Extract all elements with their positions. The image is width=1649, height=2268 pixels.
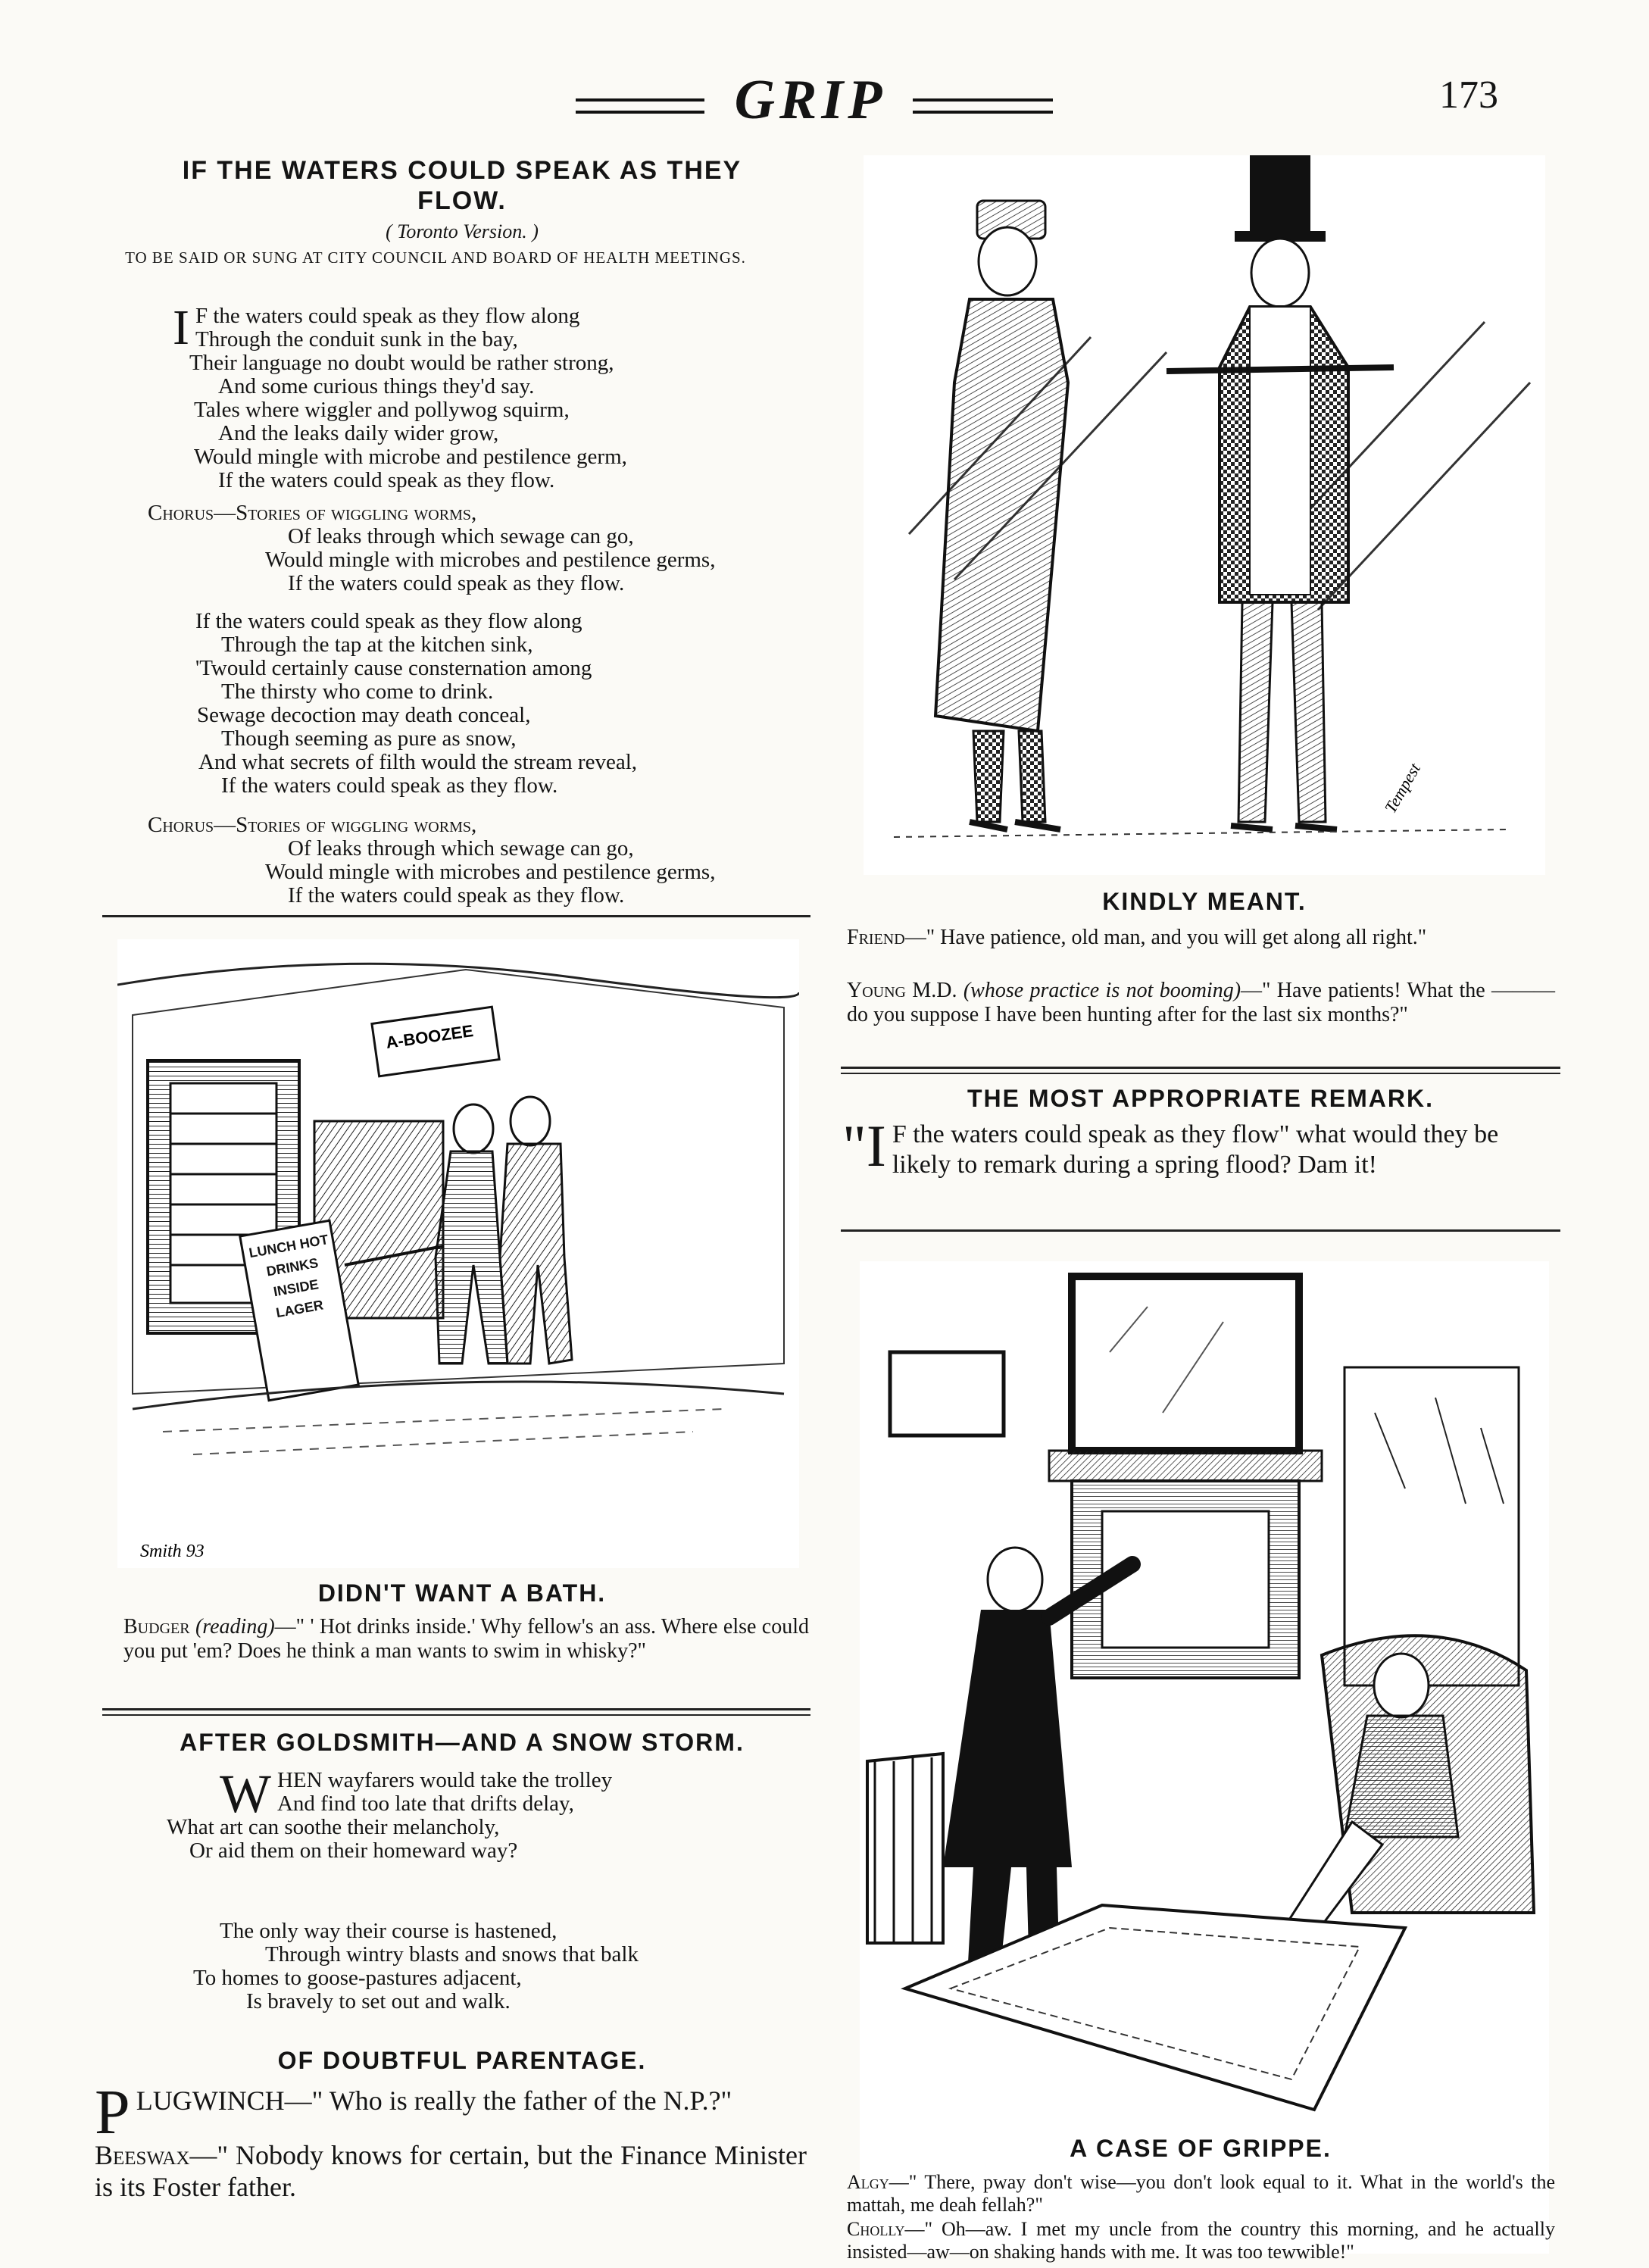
waters-poem-title: IF THE WATERS COULD SPEAK AS THEY FLOW.	[182, 156, 742, 215]
lunch-sign-text: LUNCH HOT DRINKS INSIDE LAGER	[248, 1232, 329, 1321]
parentage-title: OF DOUBTFUL PARENTAGE.	[277, 2047, 647, 2074]
poem-line: Sewage decoction may death conceal,	[197, 703, 531, 727]
waters-stanza-2	[195, 610, 847, 798]
section-rule	[841, 1067, 1560, 1074]
poem-line: And the leaks daily wider grow,	[218, 421, 499, 445]
two-gentlemen-engraving	[864, 155, 1545, 875]
poem-line: Or aid them on their homeward way?	[189, 1838, 518, 1863]
goldsmith-title: AFTER GOLDSMITH—AND A SNOW STORM.	[180, 1729, 745, 1756]
grippe-caption-2	[847, 2218, 1555, 2263]
poem-line: Through the tap at the kitchen sink,	[221, 633, 533, 657]
poem-line: Would mingle with microbe and pestilence germ,	[194, 445, 627, 469]
masthead-rule-left	[576, 98, 704, 114]
poem-line: Their language no doubt would be rather strong,	[189, 351, 614, 375]
kindly-caption-1	[847, 926, 1555, 950]
poem-line: Would mingle with microbes and pestilence germs,	[265, 860, 716, 884]
speaker-name: Budger	[123, 1615, 190, 1639]
saloon-engraving	[117, 939, 799, 1568]
poem-line: Is bravely to set out and walk.	[246, 1989, 511, 2013]
stage-direction: (whose practice is not booming)	[963, 979, 1241, 1002]
stage-direction: (reading)	[195, 1615, 275, 1639]
plugwinch-line: LUGWINCH—" Who is really the father of the N.P.?"	[136, 2085, 732, 2116]
waters-chorus-1	[148, 501, 829, 595]
waters-chorus-2	[148, 814, 829, 908]
poem-line: If the waters could speak as they flow.	[288, 571, 625, 595]
grippe-illustration	[860, 1261, 1549, 2125]
bath-title: DIDN'T WANT A BATH.	[317, 1579, 607, 1607]
poem-line: Would mingle with microbes and pestilence germs,	[265, 548, 716, 572]
caption-text: —" There, pway don't wise—you don't look equal to it. What in the world's the mattah, me deah fellah?"	[847, 2171, 1555, 2216]
speaker-name: Cholly	[847, 2218, 905, 2240]
caption-text: —" Nobody knows for certain, but the Finance Minister is its Foster father.	[95, 2140, 807, 2202]
poem-line: To homes to goose-pastures adjacent,	[193, 1966, 522, 1990]
grippe-caption-1	[847, 2171, 1555, 2216]
dropcap-p: P	[95, 2077, 130, 2148]
svg-text:Tempest: Tempest	[1380, 760, 1424, 817]
poem-line: And what secrets of filth would the stream reveal,	[198, 750, 638, 774]
waters-stanza-1	[173, 300, 824, 492]
section-rule	[102, 1708, 810, 1716]
section-rule	[102, 915, 810, 917]
poem-line: If the waters could speak as they flow along	[195, 609, 582, 633]
page-number: 173	[1439, 73, 1498, 117]
caption-text: —" Have patience, old man, and you will get along all right."	[904, 926, 1427, 949]
dropcap-i: I	[173, 300, 189, 355]
poem-line: If the waters could speak as they flow.	[221, 773, 558, 798]
beeswax-line	[95, 2139, 807, 2203]
section-rule	[841, 1229, 1560, 1232]
poem-line: Chorus—Stories of wiggling worms,	[148, 813, 477, 837]
speaker-name: Algy	[847, 2171, 889, 2193]
remark-text	[842, 1113, 1558, 1180]
poem-line: Through wintry blasts and snows that balk	[265, 1942, 639, 1967]
goldsmith-stanza-1	[167, 1763, 795, 1863]
svg-text:Smith 93: Smith 93	[140, 1542, 205, 1561]
kindly-caption-2	[847, 979, 1555, 1027]
poem-line: If the waters could speak as they flow.	[218, 468, 555, 492]
caption-text: —" Have patients! What the ——— do you suppose I have been hunting after for the last six months?"	[847, 979, 1555, 1026]
poem-line: HEN wayfarers would take the trolley	[276, 1768, 613, 1792]
poem-line: Through the conduit sunk in the bay,	[195, 327, 518, 351]
parlour-engraving	[860, 1261, 1549, 2125]
poem-line: The only way their course is hastened,	[220, 1919, 557, 1943]
poem-line: And some curious things they'd say.	[218, 374, 535, 398]
saloon-sign-text: A-BOOZEE	[384, 1021, 475, 1052]
grippe-title: A CASE OF GRIPPE.	[1070, 2135, 1332, 2162]
caption-text: —" Oh—aw. I met my uncle from the country this morning, and he actually insisted—aw—on shaking hands with me. It was too tewwible!"	[847, 2218, 1555, 2263]
parentage-text	[95, 2077, 807, 2203]
bath-illustration	[117, 939, 799, 1568]
speaker-name: Young M.D.	[847, 979, 957, 1002]
bath-caption	[123, 1615, 809, 1664]
poem-line: What art can soothe their melancholy,	[167, 1815, 500, 1839]
caption-text: —" ' Hot drinks inside.' Why fellow's an ass. Where else could you put 'em? Does he think a man wants to swim in whisky?"	[123, 1615, 809, 1663]
waters-poem-section	[114, 155, 810, 267]
poem-line: Chorus—Stories of wiggling worms,	[148, 501, 477, 525]
poem-line: F the waters could speak as they flow along	[195, 304, 580, 328]
poem-line: Tales where wiggler and pollywog squirm,	[194, 398, 570, 422]
speaker-name: Beeswax	[95, 2140, 190, 2170]
poem-line: If the waters could speak as they flow.	[288, 883, 625, 908]
remark-title: THE MOST APPROPRIATE REMARK.	[967, 1085, 1434, 1112]
poem-line: And find too late that drifts delay,	[276, 1792, 574, 1816]
poem-line: The thirsty who come to drink.	[221, 679, 494, 704]
waters-poem-version: ( Toronto Version. )	[386, 220, 539, 242]
remark-body: F the waters could speak as they flow" what would they be likely to remark during a spring flood? Dam it!	[892, 1120, 1499, 1179]
poem-line: Of leaks through which sewage can go,	[288, 836, 634, 861]
goldsmith-stanza-2	[193, 1919, 795, 2013]
kindly-title: KINDLY MEANT.	[1102, 888, 1307, 915]
masthead	[0, 68, 1649, 136]
poem-line: Though seeming as pure as snow,	[221, 726, 517, 751]
poem-line: 'Twould certainly cause consternation among	[195, 656, 592, 680]
masthead-rule-right	[913, 98, 1053, 114]
dropcap-i: "I	[842, 1113, 886, 1179]
waters-poem-dedication: TO BE SAID OR SUNG AT CITY COUNCIL AND BOARD OF HEALTH MEETINGS.	[125, 248, 746, 267]
kindly-meant-illustration	[864, 155, 1545, 875]
masthead-title: GRIP	[734, 69, 887, 131]
dropcap-w: W	[220, 1763, 271, 1824]
speaker-name: Friend	[847, 926, 905, 949]
poem-line: Of leaks through which sewage can go,	[288, 524, 634, 548]
